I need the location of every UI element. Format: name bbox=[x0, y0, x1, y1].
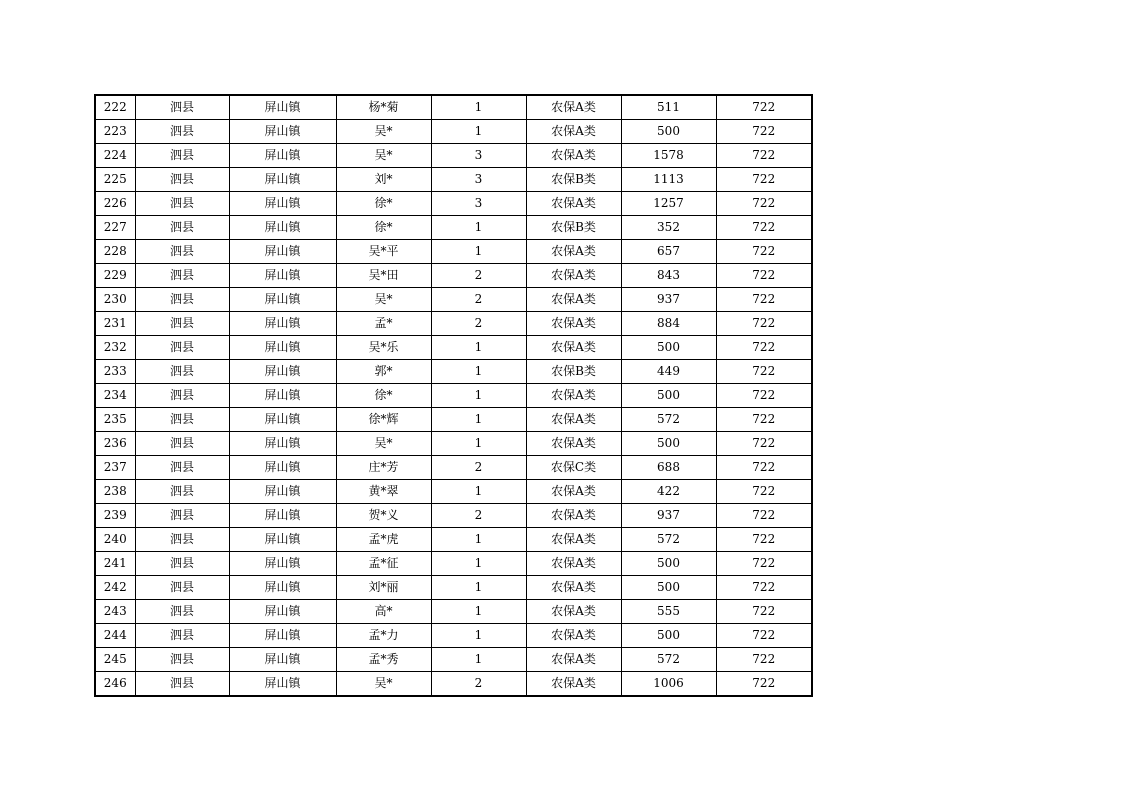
table-row bbox=[95, 336, 812, 360]
standard-cell: 722 bbox=[716, 600, 812, 624]
county-cell: 泗县 bbox=[135, 192, 229, 216]
county-cell: 泗县 bbox=[135, 264, 229, 288]
standard-cell: 722 bbox=[716, 240, 812, 264]
name-cell: 吴* bbox=[336, 672, 431, 697]
standard-cell: 722 bbox=[716, 288, 812, 312]
town-cell: 屏山镇 bbox=[229, 576, 336, 600]
category-cell: 农保A类 bbox=[526, 95, 621, 120]
row-number-cell: 230 bbox=[95, 288, 135, 312]
name-cell: 吴* bbox=[336, 144, 431, 168]
table-row bbox=[95, 192, 812, 216]
town-cell: 屏山镇 bbox=[229, 480, 336, 504]
town-cell: 屏山镇 bbox=[229, 600, 336, 624]
amount-cell: 500 bbox=[621, 336, 716, 360]
household-size-cell: 1 bbox=[431, 216, 526, 240]
name-cell: 孟* bbox=[336, 312, 431, 336]
household-size-cell: 1 bbox=[431, 576, 526, 600]
standard-cell: 722 bbox=[716, 528, 812, 552]
name-cell: 庄*芳 bbox=[336, 456, 431, 480]
table-row bbox=[95, 672, 812, 697]
row-number-cell: 233 bbox=[95, 360, 135, 384]
county-cell: 泗县 bbox=[135, 456, 229, 480]
name-cell: 徐* bbox=[336, 384, 431, 408]
county-cell: 泗县 bbox=[135, 528, 229, 552]
amount-cell: 884 bbox=[621, 312, 716, 336]
row-number-cell: 231 bbox=[95, 312, 135, 336]
standard-cell: 722 bbox=[716, 456, 812, 480]
amount-cell: 572 bbox=[621, 528, 716, 552]
town-cell: 屏山镇 bbox=[229, 95, 336, 120]
amount-cell: 511 bbox=[621, 95, 716, 120]
county-cell: 泗县 bbox=[135, 240, 229, 264]
county-cell: 泗县 bbox=[135, 624, 229, 648]
amount-cell: 1006 bbox=[621, 672, 716, 697]
household-size-cell: 1 bbox=[431, 552, 526, 576]
standard-cell: 722 bbox=[716, 95, 812, 120]
county-cell: 泗县 bbox=[135, 600, 229, 624]
table-row bbox=[95, 288, 812, 312]
amount-cell: 572 bbox=[621, 648, 716, 672]
amount-cell: 572 bbox=[621, 408, 716, 432]
standard-cell: 722 bbox=[716, 168, 812, 192]
table-row bbox=[95, 216, 812, 240]
county-cell: 泗县 bbox=[135, 95, 229, 120]
standard-cell: 722 bbox=[716, 120, 812, 144]
category-cell: 农保A类 bbox=[526, 480, 621, 504]
row-number-cell: 244 bbox=[95, 624, 135, 648]
table-row bbox=[95, 552, 812, 576]
table-row bbox=[95, 504, 812, 528]
county-cell: 泗县 bbox=[135, 552, 229, 576]
household-size-cell: 2 bbox=[431, 504, 526, 528]
name-cell: 吴* bbox=[336, 120, 431, 144]
category-cell: 农保B类 bbox=[526, 168, 621, 192]
table-row bbox=[95, 408, 812, 432]
amount-cell: 1113 bbox=[621, 168, 716, 192]
town-cell: 屏山镇 bbox=[229, 360, 336, 384]
household-size-cell: 2 bbox=[431, 312, 526, 336]
name-cell: 黄*翠 bbox=[336, 480, 431, 504]
standard-cell: 722 bbox=[716, 384, 812, 408]
table-body bbox=[95, 95, 812, 696]
county-cell: 泗县 bbox=[135, 168, 229, 192]
table-row bbox=[95, 264, 812, 288]
standard-cell: 722 bbox=[716, 216, 812, 240]
amount-cell: 688 bbox=[621, 456, 716, 480]
name-cell: 吴* bbox=[336, 432, 431, 456]
table-row bbox=[95, 120, 812, 144]
county-cell: 泗县 bbox=[135, 336, 229, 360]
county-cell: 泗县 bbox=[135, 480, 229, 504]
standard-cell: 722 bbox=[716, 336, 812, 360]
town-cell: 屏山镇 bbox=[229, 216, 336, 240]
standard-cell: 722 bbox=[716, 552, 812, 576]
amount-cell: 937 bbox=[621, 288, 716, 312]
standard-cell: 722 bbox=[716, 504, 812, 528]
town-cell: 屏山镇 bbox=[229, 192, 336, 216]
amount-cell: 500 bbox=[621, 552, 716, 576]
amount-cell: 500 bbox=[621, 120, 716, 144]
table-row bbox=[95, 528, 812, 552]
household-size-cell: 3 bbox=[431, 144, 526, 168]
name-cell: 吴*平 bbox=[336, 240, 431, 264]
row-number-cell: 227 bbox=[95, 216, 135, 240]
town-cell: 屏山镇 bbox=[229, 672, 336, 697]
name-cell: 孟*秀 bbox=[336, 648, 431, 672]
standard-cell: 722 bbox=[716, 408, 812, 432]
category-cell: 农保A类 bbox=[526, 192, 621, 216]
standard-cell: 722 bbox=[716, 144, 812, 168]
county-cell: 泗县 bbox=[135, 432, 229, 456]
standard-cell: 722 bbox=[716, 360, 812, 384]
name-cell: 贺*义 bbox=[336, 504, 431, 528]
category-cell: 农保B类 bbox=[526, 360, 621, 384]
standard-cell: 722 bbox=[716, 624, 812, 648]
amount-cell: 555 bbox=[621, 600, 716, 624]
household-size-cell: 3 bbox=[431, 192, 526, 216]
row-number-cell: 245 bbox=[95, 648, 135, 672]
table-row bbox=[95, 432, 812, 456]
row-number-cell: 240 bbox=[95, 528, 135, 552]
category-cell: 农保A类 bbox=[526, 648, 621, 672]
row-number-cell: 234 bbox=[95, 384, 135, 408]
row-number-cell: 223 bbox=[95, 120, 135, 144]
table-row bbox=[95, 624, 812, 648]
household-size-cell: 1 bbox=[431, 408, 526, 432]
category-cell: 农保A类 bbox=[526, 384, 621, 408]
amount-cell: 422 bbox=[621, 480, 716, 504]
amount-cell: 1578 bbox=[621, 144, 716, 168]
category-cell: 农保A类 bbox=[526, 504, 621, 528]
county-cell: 泗县 bbox=[135, 384, 229, 408]
category-cell: 农保A类 bbox=[526, 576, 621, 600]
standard-cell: 722 bbox=[716, 648, 812, 672]
household-size-cell: 2 bbox=[431, 672, 526, 697]
household-size-cell: 1 bbox=[431, 360, 526, 384]
town-cell: 屏山镇 bbox=[229, 384, 336, 408]
town-cell: 屏山镇 bbox=[229, 432, 336, 456]
name-cell: 徐* bbox=[336, 216, 431, 240]
category-cell: 农保A类 bbox=[526, 144, 621, 168]
name-cell: 孟*征 bbox=[336, 552, 431, 576]
table-row bbox=[95, 240, 812, 264]
row-number-cell: 229 bbox=[95, 264, 135, 288]
household-size-cell: 1 bbox=[431, 624, 526, 648]
standard-cell: 722 bbox=[716, 480, 812, 504]
amount-cell: 500 bbox=[621, 384, 716, 408]
town-cell: 屏山镇 bbox=[229, 648, 336, 672]
town-cell: 屏山镇 bbox=[229, 336, 336, 360]
standard-cell: 722 bbox=[716, 192, 812, 216]
name-cell: 杨*菊 bbox=[336, 95, 431, 120]
county-cell: 泗县 bbox=[135, 288, 229, 312]
category-cell: 农保A类 bbox=[526, 240, 621, 264]
table-row bbox=[95, 168, 812, 192]
amount-cell: 500 bbox=[621, 576, 716, 600]
name-cell: 孟*力 bbox=[336, 624, 431, 648]
name-cell: 吴*田 bbox=[336, 264, 431, 288]
row-number-cell: 239 bbox=[95, 504, 135, 528]
row-number-cell: 235 bbox=[95, 408, 135, 432]
amount-cell: 843 bbox=[621, 264, 716, 288]
county-cell: 泗县 bbox=[135, 576, 229, 600]
row-number-cell: 238 bbox=[95, 480, 135, 504]
household-size-cell: 1 bbox=[431, 432, 526, 456]
town-cell: 屏山镇 bbox=[229, 408, 336, 432]
table-row bbox=[95, 576, 812, 600]
data-table bbox=[94, 94, 813, 697]
county-cell: 泗县 bbox=[135, 672, 229, 697]
county-cell: 泗县 bbox=[135, 648, 229, 672]
town-cell: 屏山镇 bbox=[229, 456, 336, 480]
row-number-cell: 224 bbox=[95, 144, 135, 168]
household-size-cell: 1 bbox=[431, 95, 526, 120]
household-size-cell: 3 bbox=[431, 168, 526, 192]
household-size-cell: 1 bbox=[431, 120, 526, 144]
category-cell: 农保A类 bbox=[526, 288, 621, 312]
standard-cell: 722 bbox=[716, 264, 812, 288]
town-cell: 屏山镇 bbox=[229, 312, 336, 336]
category-cell: 农保A类 bbox=[526, 600, 621, 624]
standard-cell: 722 bbox=[716, 432, 812, 456]
household-size-cell: 1 bbox=[431, 336, 526, 360]
table-row bbox=[95, 95, 812, 120]
town-cell: 屏山镇 bbox=[229, 240, 336, 264]
table-row bbox=[95, 648, 812, 672]
row-number-cell: 222 bbox=[95, 95, 135, 120]
row-number-cell: 232 bbox=[95, 336, 135, 360]
household-size-cell: 1 bbox=[431, 384, 526, 408]
town-cell: 屏山镇 bbox=[229, 144, 336, 168]
household-size-cell: 1 bbox=[431, 240, 526, 264]
county-cell: 泗县 bbox=[135, 360, 229, 384]
household-size-cell: 1 bbox=[431, 528, 526, 552]
county-cell: 泗县 bbox=[135, 120, 229, 144]
name-cell: 吴*乐 bbox=[336, 336, 431, 360]
county-cell: 泗县 bbox=[135, 504, 229, 528]
table-row bbox=[95, 360, 812, 384]
name-cell: 孟*虎 bbox=[336, 528, 431, 552]
name-cell: 徐* bbox=[336, 192, 431, 216]
name-cell: 刘* bbox=[336, 168, 431, 192]
amount-cell: 500 bbox=[621, 432, 716, 456]
standard-cell: 722 bbox=[716, 312, 812, 336]
category-cell: 农保A类 bbox=[526, 624, 621, 648]
town-cell: 屏山镇 bbox=[229, 120, 336, 144]
standard-cell: 722 bbox=[716, 672, 812, 697]
name-cell: 高* bbox=[336, 600, 431, 624]
category-cell: 农保A类 bbox=[526, 408, 621, 432]
table-row bbox=[95, 312, 812, 336]
row-number-cell: 225 bbox=[95, 168, 135, 192]
name-cell: 吴* bbox=[336, 288, 431, 312]
household-size-cell: 2 bbox=[431, 288, 526, 312]
row-number-cell: 237 bbox=[95, 456, 135, 480]
county-cell: 泗县 bbox=[135, 144, 229, 168]
row-number-cell: 246 bbox=[95, 672, 135, 697]
category-cell: 农保C类 bbox=[526, 456, 621, 480]
category-cell: 农保A类 bbox=[526, 672, 621, 697]
table-row bbox=[95, 600, 812, 624]
category-cell: 农保A类 bbox=[526, 264, 621, 288]
household-size-cell: 1 bbox=[431, 600, 526, 624]
table-row bbox=[95, 144, 812, 168]
row-number-cell: 243 bbox=[95, 600, 135, 624]
county-cell: 泗县 bbox=[135, 216, 229, 240]
household-size-cell: 2 bbox=[431, 456, 526, 480]
town-cell: 屏山镇 bbox=[229, 288, 336, 312]
name-cell: 刘*丽 bbox=[336, 576, 431, 600]
row-number-cell: 241 bbox=[95, 552, 135, 576]
town-cell: 屏山镇 bbox=[229, 168, 336, 192]
amount-cell: 937 bbox=[621, 504, 716, 528]
standard-cell: 722 bbox=[716, 576, 812, 600]
row-number-cell: 236 bbox=[95, 432, 135, 456]
category-cell: 农保A类 bbox=[526, 312, 621, 336]
row-number-cell: 226 bbox=[95, 192, 135, 216]
table-row bbox=[95, 384, 812, 408]
town-cell: 屏山镇 bbox=[229, 624, 336, 648]
row-number-cell: 242 bbox=[95, 576, 135, 600]
town-cell: 屏山镇 bbox=[229, 528, 336, 552]
table-row bbox=[95, 480, 812, 504]
category-cell: 农保A类 bbox=[526, 120, 621, 144]
row-number-cell: 228 bbox=[95, 240, 135, 264]
category-cell: 农保A类 bbox=[526, 336, 621, 360]
household-size-cell: 2 bbox=[431, 264, 526, 288]
table-row bbox=[95, 456, 812, 480]
amount-cell: 657 bbox=[621, 240, 716, 264]
household-size-cell: 1 bbox=[431, 648, 526, 672]
name-cell: 徐*辉 bbox=[336, 408, 431, 432]
town-cell: 屏山镇 bbox=[229, 504, 336, 528]
amount-cell: 449 bbox=[621, 360, 716, 384]
category-cell: 农保B类 bbox=[526, 216, 621, 240]
amount-cell: 500 bbox=[621, 624, 716, 648]
county-cell: 泗县 bbox=[135, 312, 229, 336]
town-cell: 屏山镇 bbox=[229, 552, 336, 576]
amount-cell: 1257 bbox=[621, 192, 716, 216]
category-cell: 农保A类 bbox=[526, 552, 621, 576]
category-cell: 农保A类 bbox=[526, 528, 621, 552]
name-cell: 郭* bbox=[336, 360, 431, 384]
amount-cell: 352 bbox=[621, 216, 716, 240]
household-size-cell: 1 bbox=[431, 480, 526, 504]
county-cell: 泗县 bbox=[135, 408, 229, 432]
town-cell: 屏山镇 bbox=[229, 264, 336, 288]
category-cell: 农保A类 bbox=[526, 432, 621, 456]
